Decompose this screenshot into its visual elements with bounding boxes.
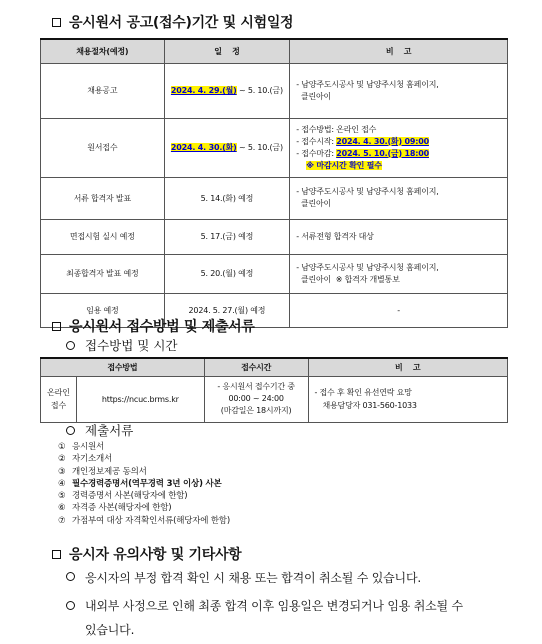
schedule-date: 5. 17.(금) 예정 — [164, 219, 290, 254]
schedule-date: 2024. 4. 29.(월) ~ 5. 10.(금) — [164, 63, 290, 118]
schedule-table — [40, 38, 508, 328]
method-note: - 접수 후 확인 유선연락 요망 채용담당자 031-560-1033 — [308, 376, 508, 422]
list-item: ⑦ 가점부여 대상 자격확인서류(해당자에 한함) — [58, 515, 230, 526]
method-header-row — [41, 358, 508, 376]
schedule-date: 2024. 4. 30.(화) ~ 5. 10.(금) — [164, 118, 290, 177]
schedule-note: - 남양주도시공사 및 남양주시청 홈페이지, 클린아이 — [290, 63, 508, 118]
square-bullet-icon — [52, 550, 61, 559]
schedule-step: 임용 예정 — [41, 293, 165, 327]
circle-bullet-icon — [66, 572, 75, 581]
list-item: ⑤ 경력증명서 사본(해당자에 한함) — [58, 491, 188, 502]
method-type: 온라인 접수 — [41, 376, 77, 422]
schedule-step: 면접시험 실시 예정 — [41, 219, 165, 254]
table-row — [41, 63, 508, 118]
list-item: ① 응시원서 — [58, 442, 105, 452]
subsection-documents-title: 제출서류 — [66, 421, 133, 439]
schedule-date: 5. 20.(월) 예정 — [164, 254, 290, 293]
table-row — [41, 177, 508, 219]
square-bullet-icon — [52, 18, 61, 27]
section3-title — [52, 544, 241, 564]
section1-title — [52, 12, 293, 32]
section2-title — [52, 316, 255, 336]
schedule-note: - 남양주도시공사 및 남양주시청 홈페이지, 클린아이 ※ 합격자 개별통보 — [290, 254, 508, 293]
section2-title-text: 응시원서 접수방법 및 제출서류 — [69, 319, 255, 335]
schedule-note: - 남양주도시공사 및 남양주시청 홈페이지, 클린아이 — [290, 177, 508, 219]
list-item: ② 자기소개서 — [58, 454, 113, 465]
application-url-link[interactable]: https://ncuc.brms.kr — [76, 376, 204, 422]
list-item: ③ 개인정보제공 동의서 — [58, 466, 147, 477]
schedule-step: 채용공고 — [41, 63, 165, 118]
list-item: ⑥ 자격증 사본(해당자에 한함) — [58, 503, 172, 514]
schedule-header-note: 비 고 — [290, 39, 508, 63]
section1-title-text: 응시원서 공고(접수)기간 및 시험일정 — [69, 15, 294, 31]
list-item: ④ 필수경력증명서(역무경력 3년 이상) 사본 — [58, 478, 222, 489]
method-header-time: 접수시간 — [204, 358, 308, 376]
schedule-note: - — [290, 293, 508, 327]
table-row — [41, 254, 508, 293]
schedule-note: - 접수방법: 온라인 접수 - 접수시작: 2024. 4. 30.(화) 09:00 - 접수마감: 2024. 5. 10.(금) 18:00 ※ 마감시간 확인 필수 — [290, 118, 508, 177]
square-bullet-icon — [52, 322, 61, 331]
schedule-date: 5. 14.(화) 예정 — [164, 177, 290, 219]
documents-list — [58, 441, 230, 527]
notice-item-1: 응시자의 부정 합격 확인 시 채용 또는 합격이 취소될 수 있습니다. — [66, 569, 421, 586]
schedule-step: 최종합격자 발표 예정 — [41, 254, 165, 293]
schedule-date: 2024. 5. 27.(월) 예정 — [164, 293, 290, 327]
circle-bullet-icon — [66, 426, 75, 435]
deadline-warning: ※ 마감시간 확인 필수 — [306, 160, 382, 170]
schedule-header-date: 일 정 — [164, 39, 290, 63]
circle-bullet-icon — [66, 341, 75, 350]
schedule-step: 원서접수 — [41, 118, 165, 177]
schedule-note: - 서류전형 합격자 대상 — [290, 219, 508, 254]
method-time: - 응시원서 접수기간 중 00:00 ~ 24:00 (마감일은 18시까지) — [204, 376, 308, 422]
table-row — [41, 376, 508, 422]
table-row — [41, 219, 508, 254]
schedule-step: 서류 합격자 발표 — [41, 177, 165, 219]
subsection-method-title: 접수방법 및 시간 — [66, 336, 177, 354]
method-header-method: 접수방법 — [41, 358, 205, 376]
schedule-header-step: 채용절차(예정) — [41, 39, 165, 63]
section3-title-text: 응시자 유의사항 및 기타사항 — [69, 547, 242, 563]
schedule-header-row — [41, 39, 508, 63]
circle-bullet-icon — [66, 601, 75, 610]
application-method-table — [40, 357, 508, 423]
table-row — [41, 118, 508, 177]
method-header-note: 비 고 — [308, 358, 508, 376]
notice-item-2: 내외부 사정으로 인해 최종 합격 이후 임용일은 변경되거나 임용 취소될 수 있습니다. — [66, 594, 463, 642]
